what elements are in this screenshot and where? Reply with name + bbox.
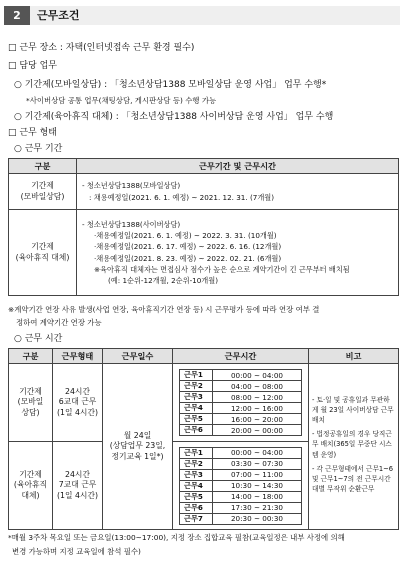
duty-mobile-line: ○ 기간제(모바일상담) : 「청소년상담1388 모바일상담 운영 사업」 업무 수행* — [14, 80, 327, 90]
work-form-heading: □ 근무 형태 — [8, 128, 58, 138]
shift-row: 근무2 03:30 ~ 07:30 — [180, 458, 302, 469]
work-hours-heading: ○ 근무 시간 — [14, 334, 63, 344]
duty-heading: □ 담당 업무 — [8, 61, 58, 71]
section-number: 2 — [4, 6, 30, 25]
training-footnote-2: 변경 가능하며 지정 교육일에 참석 필수) — [12, 547, 141, 556]
hours-row-mobile-shifts — [173, 364, 309, 442]
shift-row: 근무4 12:00 ~ 16:00 — [180, 403, 302, 414]
section-title: 근무조건 — [37, 9, 80, 22]
work-hours-table — [8, 348, 399, 530]
period-row-parental-label: 기간제 (육아휴직 대체) — [9, 210, 77, 296]
hours-header-days: 근무일수 — [103, 349, 173, 364]
period-row-mobile-detail: - 청소년상담1388(모바일상담) : 채용예정일(2021. 6. 1. 예정) ~ 2021. 12. 31. (7개월) — [77, 174, 399, 210]
hours-remarks-cell: - 토·일 및 공휴일과 무관하게 월 23일 사이버상담 근무 배치 - 법정공휴일의 경우 당직근무 배치(365일 무중단 시스템 운영) - 각 근무형태에서 근무1~6 및 근무1~7의 전 근무시간대별 무작위 순환근무 — [309, 364, 399, 530]
duty-mobile-note: *사이버상담 공통 업무(채팅상담, 게시판상담 등) 수행 가능 — [26, 96, 217, 105]
period-row-parental-detail: - 청소년상담1388(사이버상담) ·채용예정일(2021. 6. 1. 예정) ~ 2022. 3. 31. (10개월) ·채용예정일(2021. 6. 17. 예정) ~ 2022. 6. 16. (12개월) ·채용예정일(2021. 8. 23. 예정) ~ 2022. 02. 21. (6개월) ※육아휴직 대체자는 면접심사 점수가 높은 순으로 계약기간이 긴 근무부터 배치됨 (예: 1순위-12개월, 2순위-10개월) — [77, 210, 399, 296]
hours-row-parental-form: 24시간 7교대 근무 (1일 4시간) — [53, 442, 103, 530]
shift-row: 근무1 00:00 ~ 04:00 — [180, 447, 302, 458]
duty-parental-line: ○ 기간제(육아휴직 대체) : 「청소년상담1388 사이버상담 운영 사업」 업무 수행 — [14, 112, 334, 122]
hours-row-mobile-form: 24시간 6교대 근무 (1일 4시간) — [53, 364, 103, 442]
work-period-heading: ○ 근무 기간 — [14, 144, 63, 154]
period-header-type: 구분 — [9, 159, 77, 174]
hours-row-mobile-type: 기간제 (모바일 상담) — [9, 364, 53, 442]
period-extension-note-1: ※계약기간 연장 사유 발생(사업 연장, 육아휴직기간 연장 등) 시 근무평가 등에 따라 연장 여부 결 — [8, 305, 320, 314]
period-header-detail: 근무기간 및 근무시간 — [77, 159, 399, 174]
period-extension-note-2: 정하여 계약기간 연장 가능 — [16, 318, 102, 327]
period-row-mobile-label: 기간제 (모바일상담) — [9, 174, 77, 210]
shift-row: 근무3 08:00 ~ 12:00 — [180, 392, 302, 403]
shift-row: 근무1 00:00 ~ 04:00 — [180, 370, 302, 381]
hours-header-time: 근무시간 — [173, 349, 309, 364]
hours-header-form: 근무형태 — [53, 349, 103, 364]
hours-header-remarks: 비고 — [309, 349, 399, 364]
shift-row: 근무7 20:30 ~ 00:30 — [180, 513, 302, 524]
shift-row: 근무6 20:00 ~ 00:00 — [180, 425, 302, 436]
shift-row: 근무4 10:30 ~ 14:30 — [180, 480, 302, 491]
hours-row-parental-shifts — [173, 442, 309, 530]
shift-row: 근무2 04:00 ~ 08:00 — [180, 381, 302, 392]
shift-row: 근무5 16:00 ~ 20:00 — [180, 414, 302, 425]
work-period-table — [8, 158, 399, 296]
shift-row: 근무3 07:00 ~ 11:00 — [180, 469, 302, 480]
training-footnote-1: *매월 3주차 목요일 또는 금요일(13:00~17:00), 지정 장소 집합교육 필참(교육일정은 내부 사정에 의해 — [8, 533, 345, 542]
shift-row: 근무6 17:30 ~ 21:30 — [180, 502, 302, 513]
parental-shift-table — [179, 447, 302, 525]
hours-days-cell: 월 24일 (상담업무 23일, 정기교육 1일*) — [103, 364, 173, 530]
hours-header-type: 구분 — [9, 349, 53, 364]
section-header — [4, 6, 400, 25]
hours-row-parental-type: 기간제 (육아휴직 대체) — [9, 442, 53, 530]
work-place-line: □ 근무 장소 : 자택(인터넷접속 근무 환경 필수) — [8, 43, 195, 53]
mobile-shift-table — [179, 369, 302, 436]
shift-row: 근무5 14:00 ~ 18:00 — [180, 491, 302, 502]
